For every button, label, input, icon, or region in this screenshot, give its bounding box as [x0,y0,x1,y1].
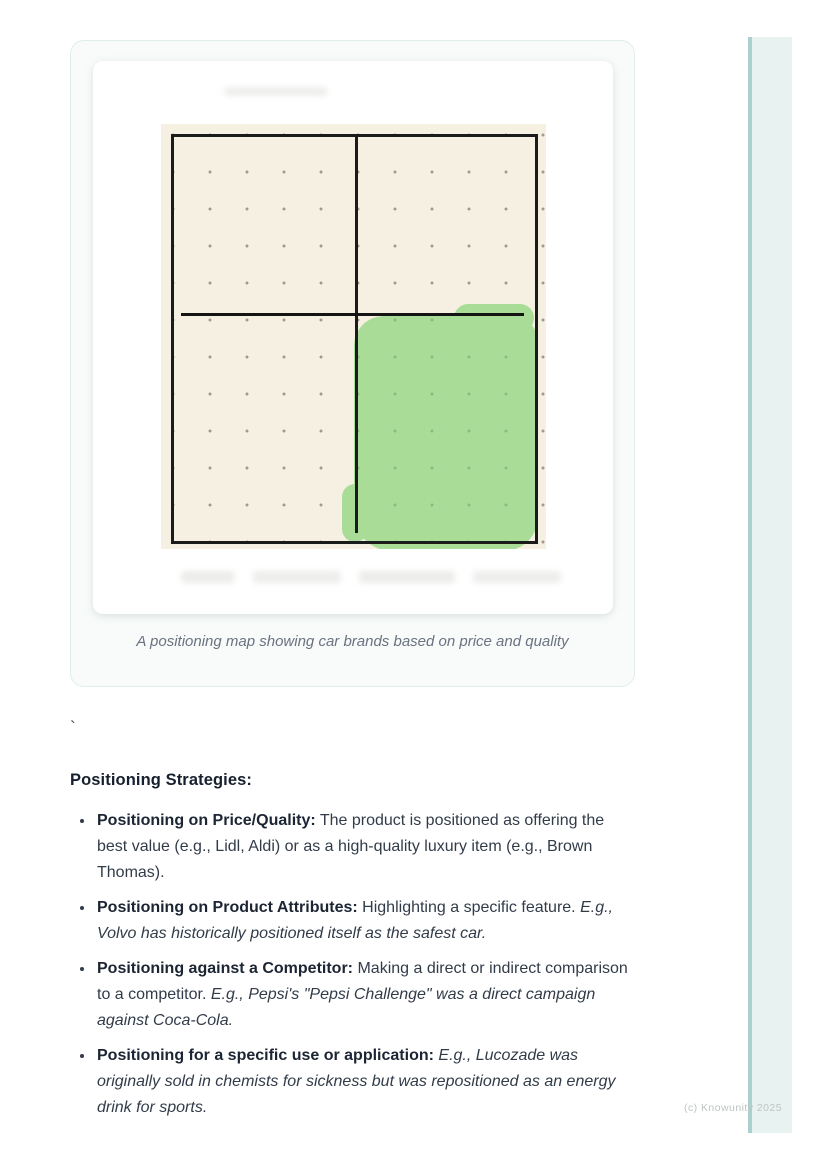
figure-caption: A positioning map showing car brands based on price and quality [136,633,569,650]
horizontal-axis-line [181,313,524,316]
bullet-lead: Positioning on Product Attributes: [97,899,358,916]
bullet-italic: E.g., Lucozade was originally sold in chemists for sickness but was repositioned as an energy drink for sports. [97,1047,616,1116]
list-item [95,955,636,1034]
list-item [95,894,636,947]
content-section [70,771,636,1129]
stray-backtick: ` [70,718,76,737]
bullet-body: The product is positioned as offering the best value (e.g., Lidl, Aldi) or as a high-quality luxury item (e.g., Brown Thomas). [97,812,605,881]
vertical-axis-line [355,134,358,533]
image-card [93,61,613,614]
list-item [95,807,636,886]
bullet-lead: Positioning for a specific use or application: [97,1047,434,1064]
bullet-lead: Positioning on Price/Quality: [97,812,316,829]
bullet-body: Highlighting a specific feature. [362,899,576,916]
faint-smudge-top [224,87,328,96]
bullet-lead: Positioning against a Competitor: [97,960,354,977]
section-heading: Positioning Strategies: [70,771,252,789]
watermark: (c) Knowunity 2025 [684,1102,782,1114]
bullet-italic: E.g., Volvo has historically positioned itself as the safest car. [97,899,613,942]
list-item [95,1042,636,1121]
strategy-list [70,807,636,1121]
bullet-italic: E.g., Pepsi's "Pepsi Challenge" was a direct campaign against Coca-Cola. [97,986,596,1029]
faint-smudge-bottom [181,571,561,583]
bullet-body: Making a direct or indirect comparison to a competitor. [97,960,628,1003]
scrollbar-track[interactable] [748,37,792,1133]
figure-card [70,40,635,687]
positioning-map-image [161,124,546,549]
